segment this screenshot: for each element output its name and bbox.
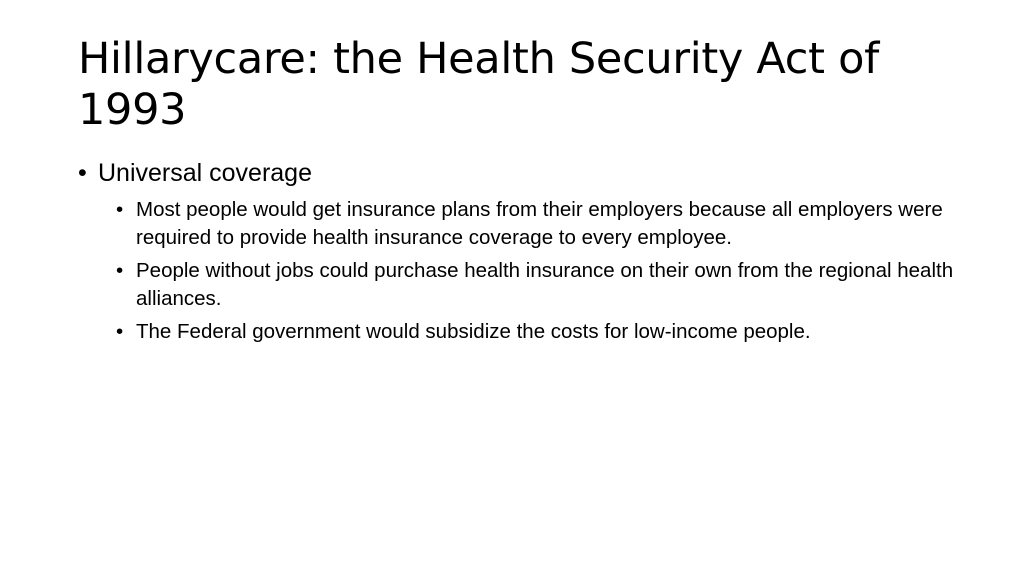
bullet-dot-icon: • <box>116 259 124 282</box>
sub-bullet-employer-plans <box>116 196 958 252</box>
bullet-universal-coverage <box>78 156 958 190</box>
slide-body <box>78 156 958 351</box>
sub-bullet-text: The Federal government would subsidize the costs for low-income people. <box>136 320 811 343</box>
bullet-dot-icon: • <box>116 320 124 343</box>
bullet-dot-icon: • <box>78 159 87 187</box>
bullet-dot-icon: • <box>116 198 124 221</box>
bullet-text: Universal coverage <box>98 159 312 187</box>
sub-bullet-regional-alliances <box>116 257 958 313</box>
slide-title: Hillarycare: the Health Security Act of 1993 <box>78 34 879 135</box>
sub-bullet-federal-subsidy <box>116 318 958 346</box>
sub-bullet-text: Most people would get insurance plans from their employers because all employers were required to provide health insurance coverage to every employee. <box>136 198 943 249</box>
sub-bullet-list <box>116 196 958 346</box>
sub-bullet-text: People without jobs could purchase health insurance on their own from the regional health alliances. <box>136 259 954 310</box>
